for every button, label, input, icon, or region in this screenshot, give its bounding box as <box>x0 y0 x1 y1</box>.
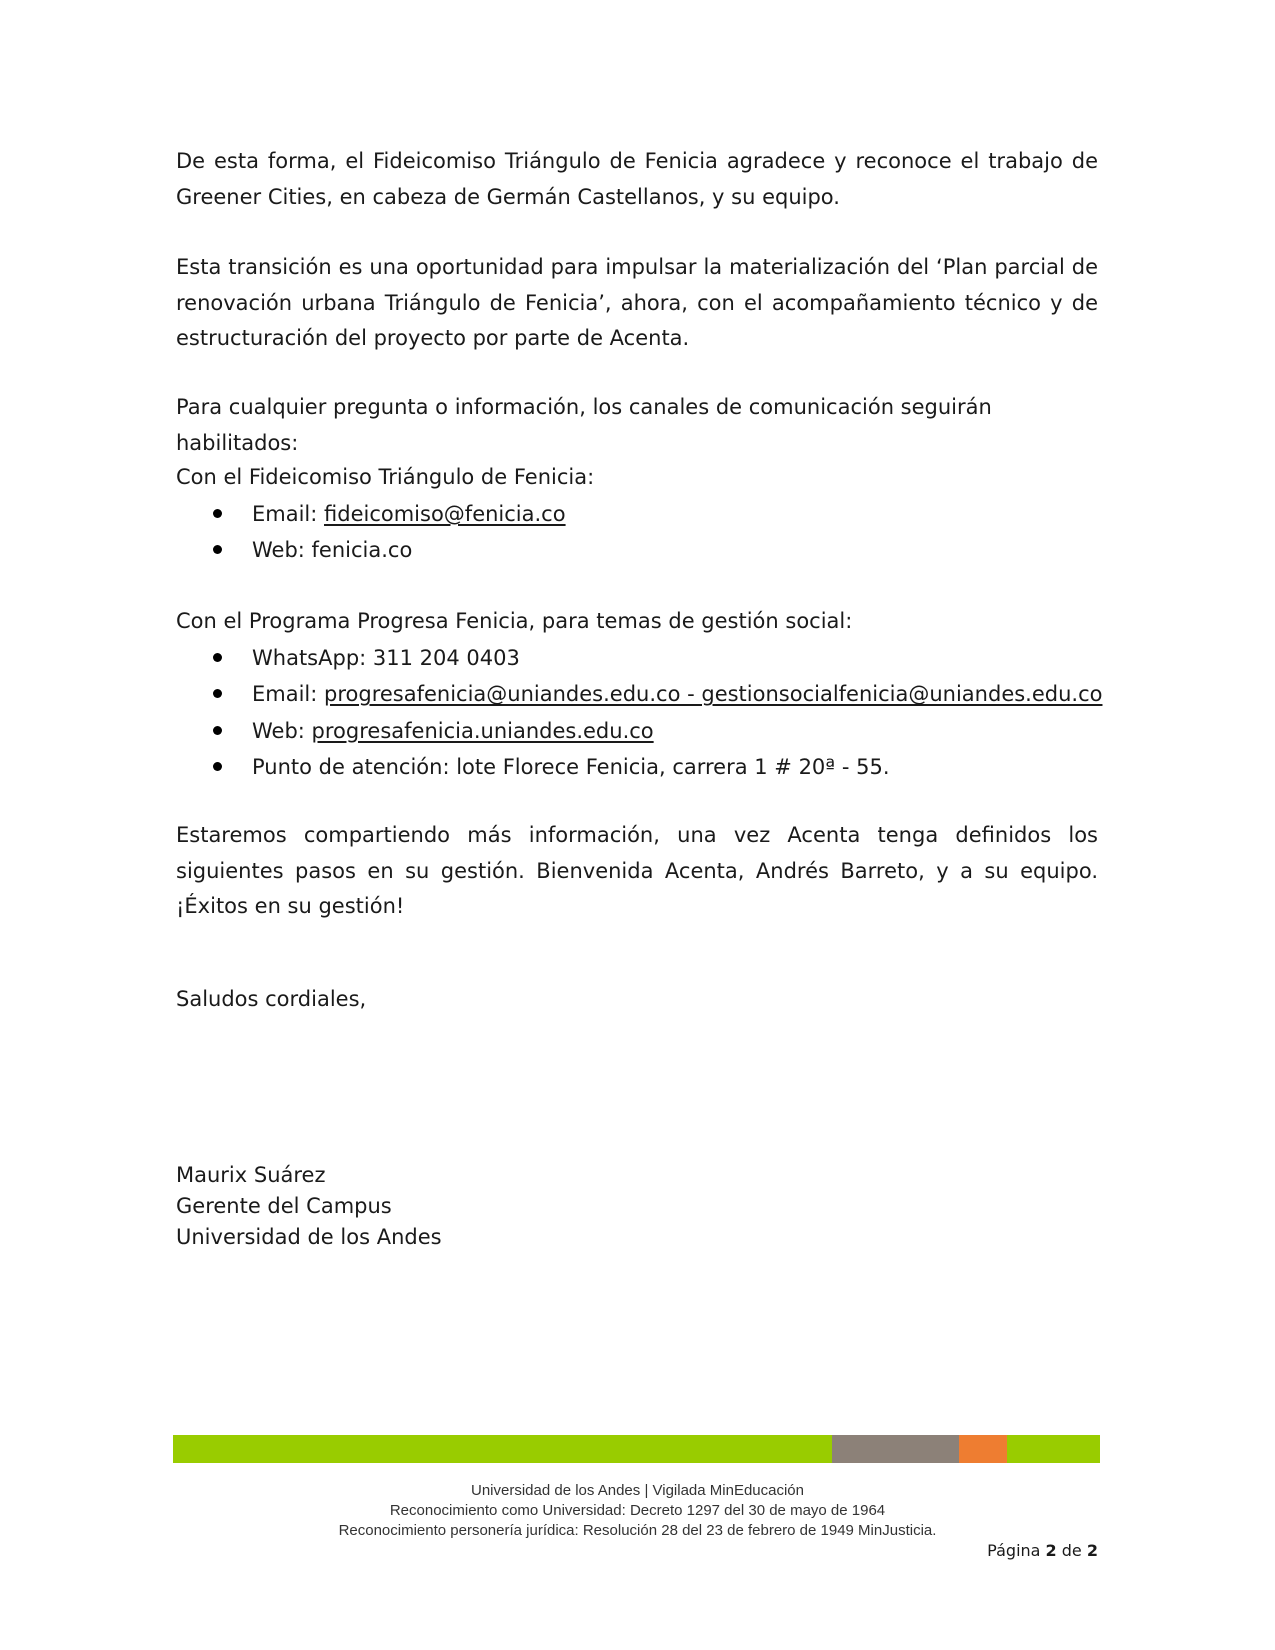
bar-segment-green <box>173 1435 832 1463</box>
web-label: Web: <box>252 718 312 743</box>
fideicomiso-web: Web: fenicia.co <box>252 538 413 563</box>
progresa-email-link[interactable]: progresafenicia@uniandes.edu.co - gestionsocialfenicia@uniandes.edu.co <box>324 682 1103 707</box>
list-item <box>176 713 1098 749</box>
signer-institution: Universidad de los Andes <box>176 1225 442 1249</box>
fideicomiso-contact-list <box>176 496 1098 569</box>
bullet-icon <box>213 509 222 518</box>
bullet-icon <box>213 689 222 698</box>
email-label: Email: <box>252 502 325 526</box>
bar-segment-gray <box>832 1435 959 1463</box>
progresa-punto-atencion: Punto de atención: lote Florece Fenicia, carrera 1 # 20ª - 55. <box>252 754 890 779</box>
bar-segment-green-end <box>1007 1435 1100 1463</box>
bullet-icon <box>213 545 222 554</box>
page-number <box>987 1541 1098 1560</box>
signer-title: Gerente del Campus <box>176 1194 392 1218</box>
paragraph-acknowledgement: De esta forma, el Fideicomiso Triángulo de Fenicia agradece y reconoce el trabajo de Greener Cities, en cabeza de Germán Castellanos, y su equipo. <box>176 149 1098 209</box>
paragraph-transition: Esta transición es una oportunidad para impulsar la materialización del ‘Plan parcial de renovación urbana Triángulo de Fenicia’, ahora, con el acompañamiento técnico y de estructuración del proyecto por parte de Acenta. <box>176 255 1098 350</box>
page-current: 2 <box>1045 1541 1057 1560</box>
list-item <box>176 640 1098 676</box>
list-item <box>176 496 1098 532</box>
bullet-icon <box>213 726 222 735</box>
footer-line-institution: Universidad de los Andes | Vigilada MinEducación <box>471 1482 804 1499</box>
paragraph-welcome: Estaremos compartiendo más información, una vez Acenta tenga definidos los siguientes pasos en su gestión. Bienvenida Acenta, Andrés Barreto, y a su equipo. ¡Éxitos en su gestión! <box>176 823 1098 918</box>
progresa-contact-list <box>176 640 1103 785</box>
progresa-heading: Con el Programa Progresa Fenicia, para temas de gestión social: <box>176 609 853 633</box>
page-total: 2 <box>1086 1541 1098 1560</box>
list-item <box>176 749 1098 785</box>
email-label: Email: <box>252 682 325 707</box>
footer-color-bar <box>173 1435 1100 1463</box>
page-separator: de <box>1056 1541 1087 1560</box>
paragraph-contact-intro: Para cualquier pregunta o información, los canales de comunicación seguirán habilitados: <box>176 395 992 455</box>
footer <box>0 1481 1275 1541</box>
bullet-icon <box>213 653 222 662</box>
signer-name: Maurix Suárez <box>176 1163 326 1187</box>
closing-salutation: Saludos cordiales, <box>176 987 367 1011</box>
fideicomiso-heading: Con el Fideicomiso Triángulo de Fenicia: <box>176 465 595 489</box>
bullet-icon <box>213 762 222 771</box>
progresa-whatsapp: WhatsApp: 311 204 0403 <box>252 646 520 670</box>
footer-line-decree: Reconocimiento como Universidad: Decreto 1297 del 30 de mayo de 1964 <box>389 1502 886 1519</box>
progresa-web-link[interactable]: progresafenicia.uniandes.edu.co <box>311 718 654 743</box>
page-prefix: Página <box>987 1541 1046 1560</box>
list-item <box>176 532 1098 568</box>
list-item <box>176 676 1103 712</box>
signature-block <box>176 1160 442 1253</box>
footer-line-resolution: Reconocimiento personería jurídica: Resolución 28 del 23 de febrero de 1949 MinJusticia. <box>338 1522 937 1539</box>
fideicomiso-email-link[interactable]: fideicomiso@fenicia.co <box>324 502 566 526</box>
bar-segment-orange <box>959 1435 1007 1463</box>
